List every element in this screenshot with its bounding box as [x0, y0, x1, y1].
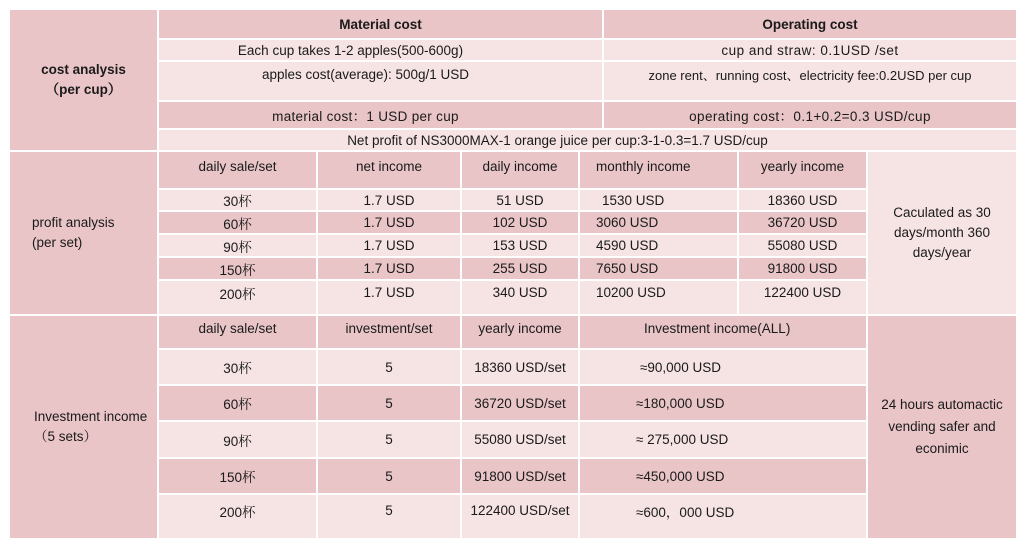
profit-row-daily-sale: 200杯 [159, 281, 316, 314]
investment-row-sets: 5 [318, 350, 460, 384]
profit-row-net-income: 1.7 USD [318, 190, 460, 210]
profit-row-monthly-income: 1530 USD [580, 190, 737, 210]
investment-header-investment: investment/set [318, 316, 460, 348]
profit-row-daily-income: 255 USD [462, 258, 578, 279]
investment-row-total: ≈600，000 USD [580, 495, 866, 538]
investment-note: 24 hours automactic vending safer and econimic [868, 316, 1016, 538]
apples-cost: apples cost(average): 500g/1 USD [159, 62, 602, 100]
zone-rent-cost: zone rent、running cost、electricity fee:0.2USD per cup [604, 62, 1016, 100]
investment-row-daily-sale: 90杯 [159, 422, 316, 457]
investment-row-yearly-income: 55080 USD/set [462, 422, 578, 457]
profit-row-yearly-income: 91800 USD [739, 258, 866, 279]
profit-row-monthly-income: 3060 USD [580, 212, 737, 233]
investment-row-daily-sale: 30杯 [159, 350, 316, 384]
investment-header-total: Investment income(ALL) [580, 316, 866, 348]
apples-per-cup: Each cup takes 1-2 apples(500-600g) [159, 40, 602, 60]
investment-row-yearly-income: 18360 USD/set [462, 350, 578, 384]
investment-row-total: ≈180,000 USD [580, 386, 866, 420]
profit-row-daily-income: 102 USD [462, 212, 578, 233]
profit-header-daily-income: daily income [462, 152, 578, 188]
profit-header-yearly-income: yearly income [739, 152, 866, 188]
profit-row-yearly-income: 122400 USD [739, 281, 866, 314]
material-cost-total: material cost：1 USD per cup [159, 102, 602, 128]
profit-header-daily-sale: daily sale/set [159, 152, 316, 188]
investment-row-sets: 5 [318, 495, 460, 538]
profit-row-monthly-income: 4590 USD [580, 235, 737, 256]
investment-row-sets: 5 [318, 386, 460, 420]
profit-row-yearly-income: 36720 USD [739, 212, 866, 233]
investment-row-yearly-income: 91800 USD/set [462, 459, 578, 493]
profit-analysis-label: profit analysis (per set) [10, 152, 157, 314]
investment-header-daily-sale: daily sale/set [159, 316, 316, 348]
investment-row-daily-sale: 60杯 [159, 386, 316, 420]
investment-row-yearly-income: 36720 USD/set [462, 386, 578, 420]
cost-analysis-label: cost analysis （per cup） [10, 10, 157, 150]
investment-row-daily-sale: 200杯 [159, 495, 316, 538]
profit-row-daily-income: 153 USD [462, 235, 578, 256]
profit-row-daily-sale: 60杯 [159, 212, 316, 233]
investment-row-sets: 5 [318, 422, 460, 457]
investment-row-total: ≈ 275,000 USD [580, 422, 866, 457]
profit-row-net-income: 1.7 USD [318, 258, 460, 279]
investment-row-yearly-income: 122400 USD/set [462, 495, 578, 538]
profit-row-yearly-income: 18360 USD [739, 190, 866, 210]
profit-calculation-note: Caculated as 30 days/month 360 days/year [868, 152, 1016, 314]
profit-row-daily-income: 51 USD [462, 190, 578, 210]
cup-straw-cost: cup and straw: 0.1USD /set [604, 40, 1016, 60]
profit-row-monthly-income: 7650 USD [580, 258, 737, 279]
profit-row-net-income: 1.7 USD [318, 281, 460, 314]
investment-row-total: ≈90,000 USD [580, 350, 866, 384]
profit-header-monthly-income: monthly income [580, 152, 737, 188]
material-cost-header: Material cost [159, 10, 602, 38]
investment-row-daily-sale: 150杯 [159, 459, 316, 493]
investment-header-yearly-income: yearly income [462, 316, 578, 348]
profit-header-net-income: net income [318, 152, 460, 188]
profit-row-net-income: 1.7 USD [318, 235, 460, 256]
profit-row-daily-income: 340 USD [462, 281, 578, 314]
profit-row-daily-sale: 30杯 [159, 190, 316, 210]
profit-row-daily-sale: 90杯 [159, 235, 316, 256]
investment-row-total: ≈450,000 USD [580, 459, 866, 493]
profit-row-yearly-income: 55080 USD [739, 235, 866, 256]
investment-income-label: Investment income （5 sets） [10, 316, 157, 538]
profit-row-monthly-income: 10200 USD [580, 281, 737, 314]
investment-row-sets: 5 [318, 459, 460, 493]
profit-row-net-income: 1.7 USD [318, 212, 460, 233]
operating-cost-header: Operating cost [604, 10, 1016, 38]
operating-cost-total: operating cost：0.1+0.2=0.3 USD/cup [604, 102, 1016, 128]
net-profit-per-cup: Net profit of NS3000MAX-1 orange juice per cup:3-1-0.3=1.7 USD/cup [159, 130, 1016, 150]
profit-row-daily-sale: 150杯 [159, 258, 316, 279]
